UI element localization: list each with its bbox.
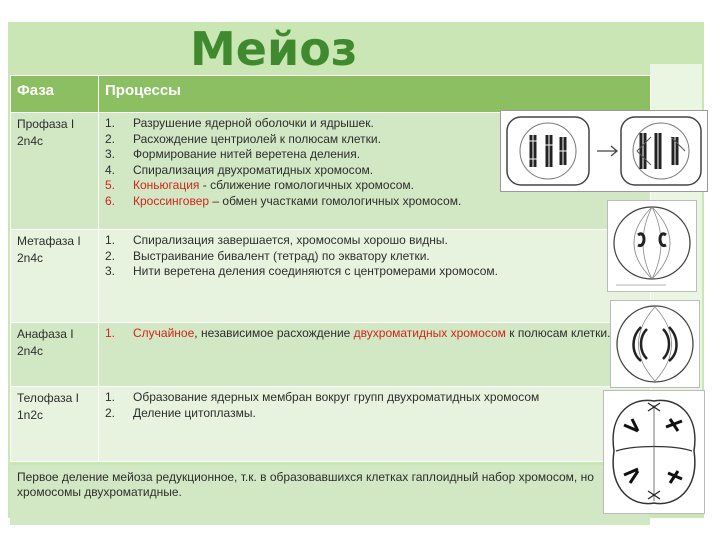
table-header-row	[11, 76, 651, 113]
process-list	[105, 233, 644, 280]
process-term-highlight: Кроссинговер	[133, 193, 210, 208]
process-text-part: – обмен участками гомологичных хромосом.	[209, 193, 462, 208]
process-text-part: Деление цитоплазмы.	[133, 405, 256, 420]
summary-text: Первое деление мейоза редукционное, т.к. в образовавшихся клетках гаплоидный набор хромосом, но хромосомы двухроматидные.	[10, 465, 650, 525]
process-text-part: , независимое расхождение	[194, 326, 354, 340]
process-number: 4.	[105, 162, 116, 177]
process-item	[105, 249, 644, 265]
table-row	[11, 387, 651, 462]
slide-title: Мейоз	[190, 22, 358, 76]
process-term-highlight: двухроматидных хромосом	[353, 326, 506, 340]
process-item	[105, 264, 644, 280]
process-number: 1.	[105, 390, 116, 404]
process-item	[105, 390, 644, 406]
header-processes: Процессы	[99, 76, 651, 113]
process-term-highlight: Коньюгация	[133, 178, 200, 192]
process-number: 2.	[105, 405, 116, 420]
process-text-part: Спирализация двухроматидных хромосом.	[133, 162, 374, 177]
phase-formula: 2n4c	[17, 251, 44, 265]
processes-cell	[99, 230, 651, 323]
phase-cell	[11, 387, 99, 462]
processes-cell	[99, 387, 651, 462]
process-text-part: Формирование нитей веретена деления.	[133, 147, 361, 161]
process-item	[105, 406, 644, 422]
phase-formula: 1n2c	[17, 408, 44, 422]
processes-cell	[99, 323, 651, 387]
phase-cell	[11, 323, 99, 387]
process-text-part: Образование ядерных мембран вокруг групп двухроматидных хромосом	[133, 390, 540, 404]
telophase-illustration	[603, 390, 705, 514]
process-number: 1.	[105, 233, 116, 247]
process-text-part: Выстраивание бивалент (тетрад) по экватору клетки.	[133, 248, 430, 263]
process-text	[133, 132, 381, 148]
anaphase-illustration	[610, 300, 700, 388]
table-row	[11, 230, 651, 323]
process-number: 1.	[105, 326, 116, 340]
phase-name: Телофаза I	[17, 391, 79, 405]
process-text	[133, 326, 610, 342]
process-text	[133, 194, 461, 210]
process-number: 6.	[105, 193, 116, 208]
process-text-part: Нити веретена деления соединяются с центромерами хромосом.	[133, 264, 498, 278]
header-phase: Фаза	[11, 76, 99, 113]
phase-cell	[11, 113, 99, 230]
phase-formula: 2n4c	[17, 134, 44, 148]
metaphase-illustration	[607, 200, 697, 292]
process-text	[133, 249, 430, 265]
phase-name: Анафаза I	[17, 327, 74, 341]
process-number: 2.	[105, 248, 116, 263]
process-item	[105, 233, 644, 249]
process-text	[133, 116, 374, 132]
process-text	[133, 406, 256, 422]
process-text-part: Спирализация завершается, хромосомы хорошо видны.	[133, 233, 448, 247]
process-text	[133, 390, 539, 406]
process-text	[133, 264, 498, 280]
prophase-illustration	[500, 110, 708, 192]
process-item	[105, 326, 644, 342]
process-text-part: Расхождение центриолей к полюсам клетки.	[133, 131, 381, 146]
process-number: 3.	[105, 264, 116, 278]
process-number: 1.	[105, 116, 116, 130]
process-text-part: Разрушение ядерной оболочки и ядрышек.	[133, 116, 374, 130]
process-number: 2.	[105, 131, 116, 146]
process-text-part: - сближение гомологичных хромосом.	[199, 178, 414, 192]
process-list	[105, 326, 644, 342]
process-text	[133, 163, 373, 179]
phase-name: Метафаза I	[17, 234, 81, 248]
process-text-part: к полюсам клетки.	[505, 326, 611, 340]
process-number: 5.	[105, 178, 116, 192]
process-text	[133, 233, 448, 249]
process-list	[105, 390, 644, 421]
phase-formula: 2n4c	[17, 344, 44, 358]
table-row	[11, 323, 651, 387]
process-text	[133, 178, 414, 194]
process-term-highlight: Случайное	[133, 326, 195, 340]
process-item	[105, 194, 644, 210]
process-number: 3.	[105, 147, 116, 161]
phase-cell	[11, 230, 99, 323]
phase-name: Профаза I	[17, 117, 75, 131]
process-text	[133, 147, 360, 163]
